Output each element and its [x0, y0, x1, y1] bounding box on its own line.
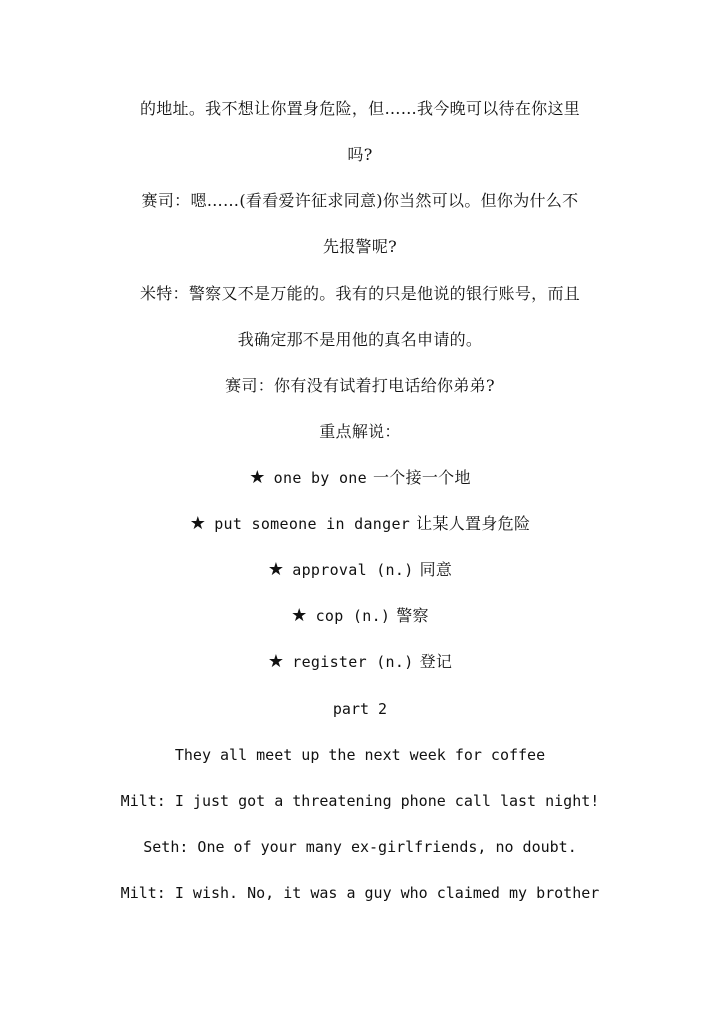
english-line: They all meet up the next week for coffee [174, 746, 546, 764]
vocab-definition: 同意 [419, 560, 453, 579]
dialogue-line: 吗? [347, 145, 373, 164]
dialogue-line: 先报警呢? [322, 237, 398, 256]
dialogue-line: 米特：警察又不是万能的。我有的只是他说的银行账号，而且 [139, 284, 581, 303]
vocab-note [0, 651, 720, 673]
vocab-term: register (n.) [292, 653, 414, 671]
vocab-term: cop (n.) [315, 607, 391, 625]
english-line: Milt: I wish. No, it was a guy who claimed my brother [120, 884, 600, 902]
dialogue-line: 赛司：嗯……(看看爱许征求同意)你当然可以。但你为什么不 [141, 191, 579, 210]
dialogue-line: 的地址。我不想让你置身危险，但……我今晚可以待在你这里 [139, 99, 581, 118]
dialogue-line: 赛司：你有没有试着打电话给你弟弟? [225, 376, 495, 395]
vocab-definition: 登记 [419, 652, 453, 671]
star-icon: ★ [189, 513, 207, 534]
english-line: Seth: One of your many ex-girlfriends, no doubt. [143, 838, 577, 856]
vocab-definition: 让某人置身危险 [416, 514, 531, 533]
dialogue-line: 我确定那不是用他的真名申请的。 [237, 330, 483, 349]
star-icon: ★ [267, 559, 285, 580]
vocab-term: one by one [273, 469, 367, 487]
vocab-term: put someone in danger [214, 515, 411, 533]
vocab-term: approval (n.) [292, 561, 414, 579]
vocab-note [0, 467, 720, 489]
vocab-note [0, 513, 720, 535]
star-icon: ★ [291, 605, 308, 626]
vocab-definition: 一个接一个地 [372, 468, 471, 487]
vocab-definition: 警察 [396, 606, 429, 625]
part-label: part 2 [332, 700, 388, 718]
english-line: Milt: I just got a threatening phone call last night! [120, 792, 600, 810]
vocab-note [0, 605, 720, 627]
vocab-note [0, 559, 720, 581]
star-icon: ★ [267, 651, 285, 672]
notes-heading: 重点解说： [319, 422, 401, 441]
star-icon: ★ [249, 467, 266, 488]
